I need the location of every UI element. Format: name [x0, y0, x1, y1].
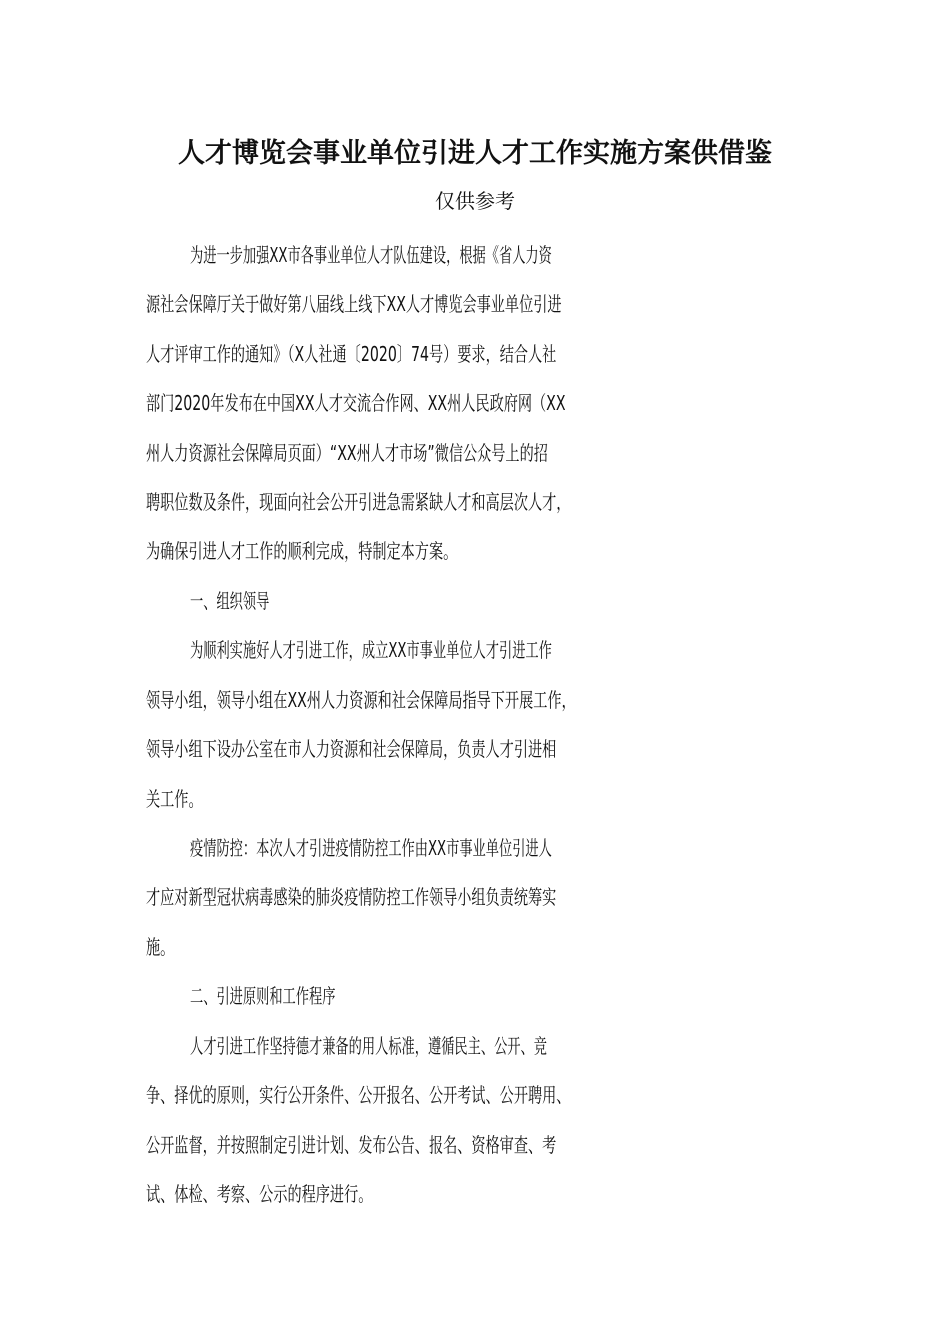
body-line: 才应对新型冠状病毒感染的肺炎疫情防控工作领导小组负责统筹实 [146, 885, 557, 909]
body-line: 人才引进工作坚持德才兼备的用人标准，遵循民主、公开、竞 [190, 1034, 547, 1058]
document-title: 人才博览会事业单位引进人才工作实施方案供借鉴 [178, 138, 772, 169]
body-line: 聘职位数及条件，现面向社会公开引进急需紧缺人才和高层次人才， [146, 490, 571, 514]
section-heading: 二、引进原则和工作程序 [190, 984, 336, 1008]
body-line: 领导小组，领导小组在XX州人力资源和社会保障局指导下开展工作， [146, 688, 576, 712]
document-subtitle: 仅供参考 [435, 189, 515, 213]
body-line: 人才评审工作的通知》（X人社通〔2020〕74号）要求，结合人社 [146, 342, 557, 366]
body-line: 部门2020年发布在中国XX人才交流合作网、XX州人民政府网（XX [146, 391, 566, 415]
body-line: 为顺利实施好人才引进工作，成立XX市事业单位人才引进工作 [190, 638, 552, 662]
body-line: 源社会保障厅关于做好第八届线上线下XX人才博览会事业单位引进 [146, 292, 562, 316]
body-line: 公开监督，并按照制定引进计划、发布公告、报名、资格审查、考 [146, 1133, 557, 1157]
body-line: 疫情防控：本次人才引进疫情防控工作由XX市事业单位引进人 [190, 836, 552, 860]
body-line: 为进一步加强XX市各事业单位人才队伍建设，根据《省人力资 [190, 243, 552, 267]
body-line: 关工作。 [146, 787, 203, 811]
body-line: 州人力资源社会保障局页面）“XX州人才市场”微信公众号上的招 [146, 441, 548, 465]
section-heading: 一、组织领导 [190, 589, 270, 613]
body-line: 施。 [146, 935, 175, 959]
body-line: 试、体检、考察、公示的程序进行。 [146, 1182, 373, 1206]
body-line: 为确保引进人才工作的顺利完成，特制定本方案。 [146, 539, 458, 563]
body-line: 争、择优的原则，实行公开条件、公开报名、公开考试、公开聘用、 [146, 1083, 571, 1107]
body-line: 领导小组下设办公室在市人力资源和社会保障局，负责人才引进相 [146, 737, 557, 761]
